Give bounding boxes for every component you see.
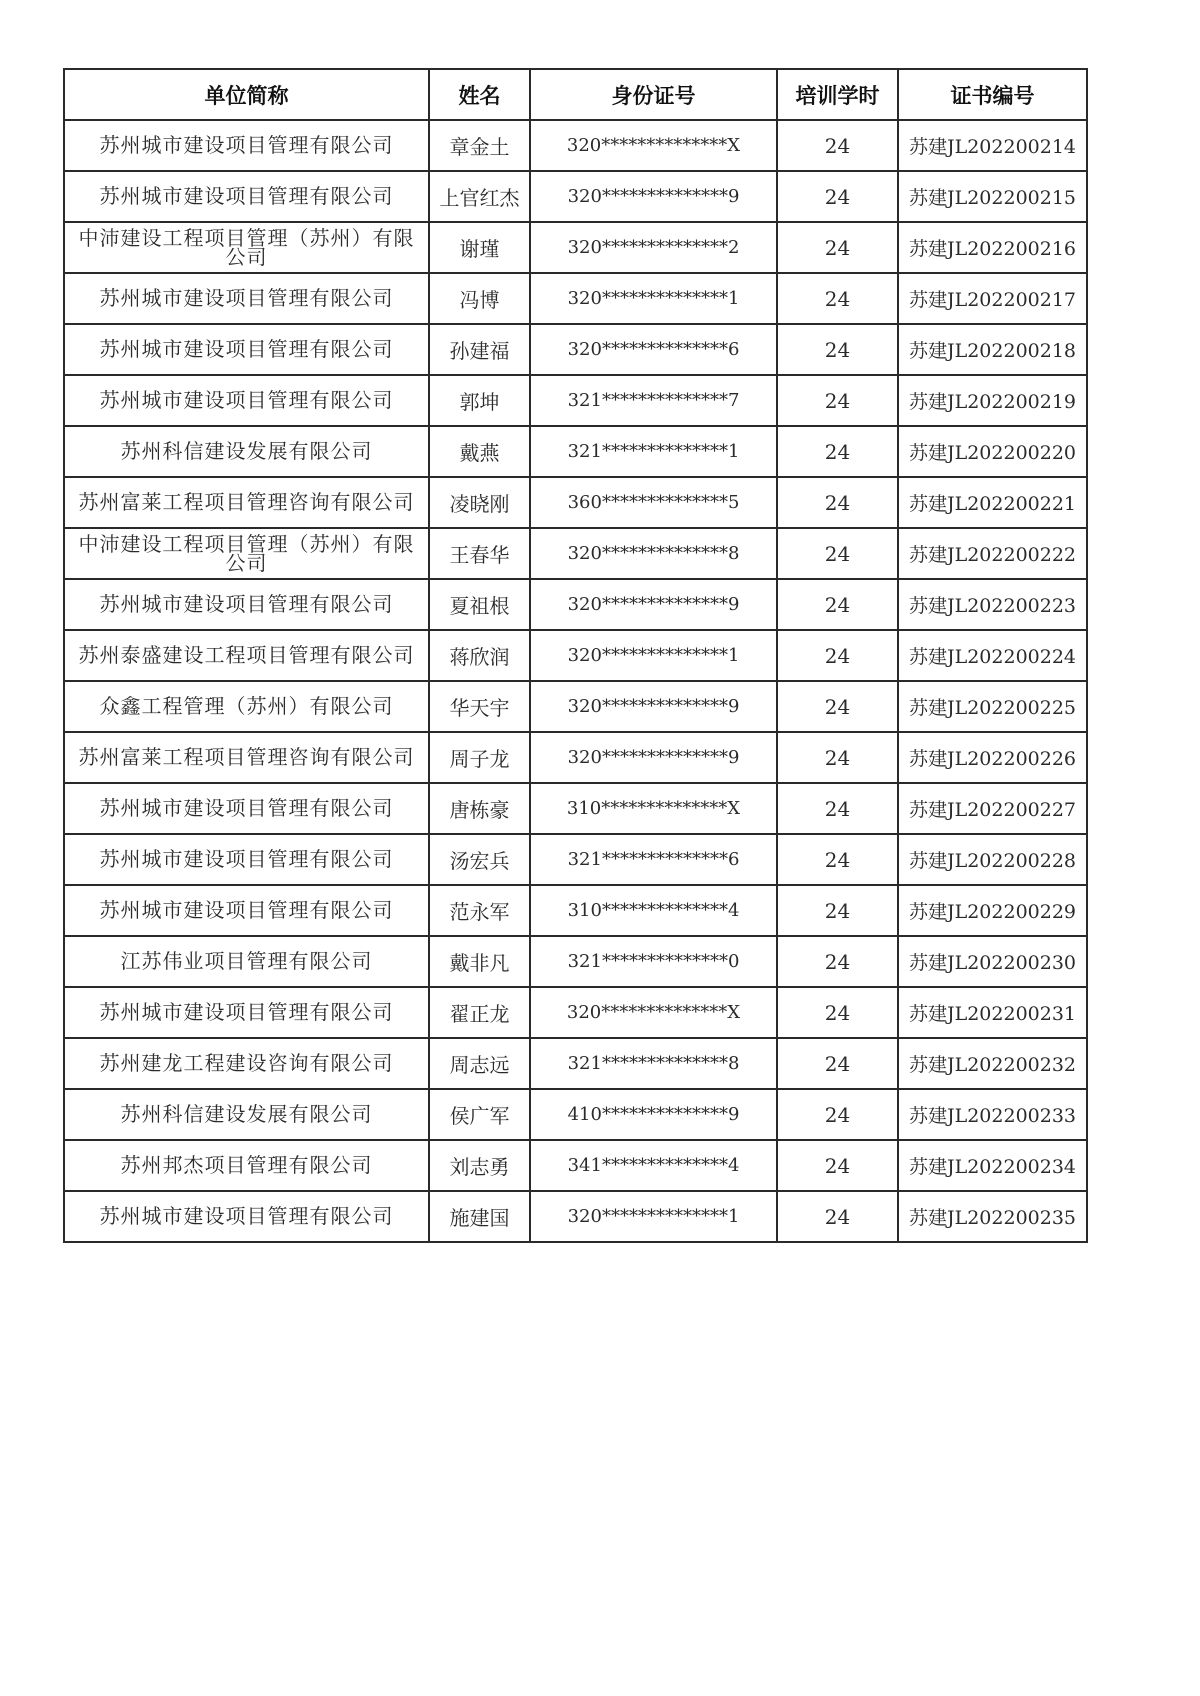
unit-cell: 苏州富莱工程项目管理咨询有限公司: [64, 732, 429, 783]
unit-cell: 苏州科信建设发展有限公司: [64, 1089, 429, 1140]
table-row: [64, 579, 1087, 630]
id-number-cell: 341**************4: [530, 1140, 777, 1191]
name-cell: 戴非凡: [429, 936, 530, 987]
training-hours-cell: 24: [777, 1089, 898, 1140]
training-hours-cell: 24: [777, 273, 898, 324]
id-number-cell: 321**************1: [530, 426, 777, 477]
name-cell: 冯博: [429, 273, 530, 324]
name-cell: 王春华: [429, 528, 530, 579]
table-row: [64, 171, 1087, 222]
training-hours-cell: 24: [777, 885, 898, 936]
name-cell: 刘志勇: [429, 1140, 530, 1191]
id-number-cell: 321**************7: [530, 375, 777, 426]
roster-body: [64, 120, 1087, 1242]
certificate-number-cell: 苏建JL202200223: [898, 579, 1087, 630]
unit-cell: 众鑫工程管理（苏州）有限公司: [64, 681, 429, 732]
certificate-number-cell: 苏建JL202200214: [898, 120, 1087, 171]
header-row: [64, 69, 1087, 120]
name-cell: 章金土: [429, 120, 530, 171]
training-hours-cell: 24: [777, 987, 898, 1038]
certificate-number-cell: 苏建JL202200221: [898, 477, 1087, 528]
certificate-number-cell: 苏建JL202200215: [898, 171, 1087, 222]
unit-cell: 苏州城市建设项目管理有限公司: [64, 834, 429, 885]
name-cell: 范永军: [429, 885, 530, 936]
certificate-number-cell: 苏建JL202200234: [898, 1140, 1087, 1191]
certificate-number-cell: 苏建JL202200217: [898, 273, 1087, 324]
training-hours-cell: 24: [777, 579, 898, 630]
unit-cell: 江苏伟业项目管理有限公司: [64, 936, 429, 987]
name-cell: 翟正龙: [429, 987, 530, 1038]
training-hours-cell: 24: [777, 324, 898, 375]
unit-cell: 苏州城市建设项目管理有限公司: [64, 885, 429, 936]
training-hours-cell: 24: [777, 936, 898, 987]
unit-cell: 苏州城市建设项目管理有限公司: [64, 1191, 429, 1242]
certificate-number-cell: 苏建JL202200230: [898, 936, 1087, 987]
id-number-cell: 321**************8: [530, 1038, 777, 1089]
name-cell: 戴燕: [429, 426, 530, 477]
roster-sheet: [63, 68, 1086, 1243]
unit-cell: 苏州泰盛建设工程项目管理有限公司: [64, 630, 429, 681]
unit-cell: 苏州城市建设项目管理有限公司: [64, 987, 429, 1038]
table-row: [64, 834, 1087, 885]
unit-cell: 苏州富莱工程项目管理咨询有限公司: [64, 477, 429, 528]
table-row: [64, 528, 1087, 579]
certificate-number-cell: 苏建JL202200220: [898, 426, 1087, 477]
name-cell: 华天宇: [429, 681, 530, 732]
unit-cell: 中沛建设工程项目管理（苏州）有限公司: [64, 222, 429, 273]
certificate-number-cell: 苏建JL202200218: [898, 324, 1087, 375]
table-row: [64, 273, 1087, 324]
unit-cell: 苏州城市建设项目管理有限公司: [64, 375, 429, 426]
training-hours-cell: 24: [777, 732, 898, 783]
id-number-cell: 320**************X: [530, 987, 777, 1038]
id-number-cell: 320**************9: [530, 171, 777, 222]
training-hours-cell: 24: [777, 426, 898, 477]
table-row: [64, 987, 1087, 1038]
table-row: [64, 681, 1087, 732]
name-cell: 凌晓刚: [429, 477, 530, 528]
name-cell: 夏祖根: [429, 579, 530, 630]
unit-cell: 苏州城市建设项目管理有限公司: [64, 120, 429, 171]
training-roster-table: [63, 68, 1088, 1243]
name-cell: 汤宏兵: [429, 834, 530, 885]
id-number-cell: 321**************6: [530, 834, 777, 885]
certificate-number-cell: 苏建JL202200229: [898, 885, 1087, 936]
training-hours-cell: 24: [777, 120, 898, 171]
table-row: [64, 426, 1087, 477]
table-row: [64, 477, 1087, 528]
certificate-number-cell: 苏建JL202200233: [898, 1089, 1087, 1140]
id-number-cell: 320**************2: [530, 222, 777, 273]
certificate-number-cell: 苏建JL202200228: [898, 834, 1087, 885]
table-row: [64, 783, 1087, 834]
training-hours-cell: 24: [777, 171, 898, 222]
certificate-number-cell: 苏建JL202200225: [898, 681, 1087, 732]
id-number-cell: 320**************1: [530, 273, 777, 324]
name-cell: 唐栋豪: [429, 783, 530, 834]
unit-cell: 苏州建龙工程建设咨询有限公司: [64, 1038, 429, 1089]
name-cell: 上官红杰: [429, 171, 530, 222]
certificate-number-cell: 苏建JL202200222: [898, 528, 1087, 579]
column-header-id-number: 身份证号: [530, 69, 777, 120]
id-number-cell: 320**************9: [530, 732, 777, 783]
unit-cell: 中沛建设工程项目管理（苏州）有限公司: [64, 528, 429, 579]
table-row: [64, 1089, 1087, 1140]
unit-cell: 苏州邦杰项目管理有限公司: [64, 1140, 429, 1191]
id-number-cell: 320**************6: [530, 324, 777, 375]
unit-cell: 苏州城市建设项目管理有限公司: [64, 579, 429, 630]
certificate-number-cell: 苏建JL202200226: [898, 732, 1087, 783]
unit-cell: 苏州城市建设项目管理有限公司: [64, 324, 429, 375]
training-hours-cell: 24: [777, 528, 898, 579]
table-row: [64, 732, 1087, 783]
training-hours-cell: 24: [777, 375, 898, 426]
id-number-cell: 320**************9: [530, 681, 777, 732]
table-row: [64, 1038, 1087, 1089]
unit-cell: 苏州城市建设项目管理有限公司: [64, 171, 429, 222]
table-row: [64, 120, 1087, 171]
training-hours-cell: 24: [777, 834, 898, 885]
certificate-number-cell: 苏建JL202200219: [898, 375, 1087, 426]
table-row: [64, 630, 1087, 681]
training-hours-cell: 24: [777, 783, 898, 834]
id-number-cell: 320**************8: [530, 528, 777, 579]
certificate-number-cell: 苏建JL202200227: [898, 783, 1087, 834]
column-header-unit: 单位简称: [64, 69, 429, 120]
table-row: [64, 375, 1087, 426]
unit-cell: 苏州城市建设项目管理有限公司: [64, 273, 429, 324]
certificate-number-cell: 苏建JL202200231: [898, 987, 1087, 1038]
training-hours-cell: 24: [777, 222, 898, 273]
table-row: [64, 1140, 1087, 1191]
certificate-number-cell: 苏建JL202200224: [898, 630, 1087, 681]
name-cell: 蒋欣润: [429, 630, 530, 681]
certificate-number-cell: 苏建JL202200235: [898, 1191, 1087, 1242]
training-hours-cell: 24: [777, 1038, 898, 1089]
name-cell: 施建国: [429, 1191, 530, 1242]
id-number-cell: 310**************4: [530, 885, 777, 936]
id-number-cell: 320**************9: [530, 579, 777, 630]
id-number-cell: 310**************X: [530, 783, 777, 834]
table-row: [64, 885, 1087, 936]
table-row: [64, 324, 1087, 375]
column-header-name: 姓名: [429, 69, 530, 120]
training-hours-cell: 24: [777, 477, 898, 528]
training-hours-cell: 24: [777, 630, 898, 681]
training-hours-cell: 24: [777, 681, 898, 732]
name-cell: 谢瑾: [429, 222, 530, 273]
id-number-cell: 410**************9: [530, 1089, 777, 1140]
name-cell: 郭坤: [429, 375, 530, 426]
training-hours-cell: 24: [777, 1140, 898, 1191]
table-row: [64, 1191, 1087, 1242]
id-number-cell: 360**************5: [530, 477, 777, 528]
training-hours-cell: 24: [777, 1191, 898, 1242]
certificate-number-cell: 苏建JL202200232: [898, 1038, 1087, 1089]
id-number-cell: 320**************1: [530, 1191, 777, 1242]
name-cell: 孙建福: [429, 324, 530, 375]
table-row: [64, 936, 1087, 987]
name-cell: 周子龙: [429, 732, 530, 783]
id-number-cell: 320**************X: [530, 120, 777, 171]
unit-cell: 苏州城市建设项目管理有限公司: [64, 783, 429, 834]
name-cell: 周志远: [429, 1038, 530, 1089]
table-row: [64, 222, 1087, 273]
id-number-cell: 320**************1: [530, 630, 777, 681]
name-cell: 侯广军: [429, 1089, 530, 1140]
column-header-certificate-number: 证书编号: [898, 69, 1087, 120]
id-number-cell: 321**************0: [530, 936, 777, 987]
column-header-training-hours: 培训学时: [777, 69, 898, 120]
certificate-number-cell: 苏建JL202200216: [898, 222, 1087, 273]
unit-cell: 苏州科信建设发展有限公司: [64, 426, 429, 477]
